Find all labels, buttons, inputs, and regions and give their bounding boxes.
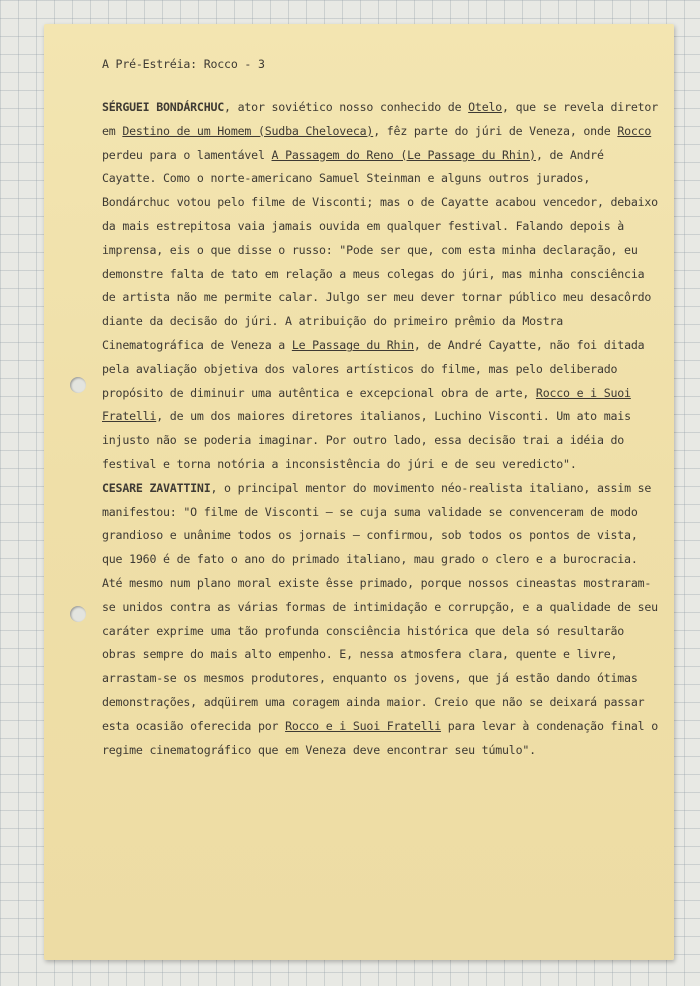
underlined-title: Rocco e i Suoi Fratelli bbox=[102, 385, 631, 424]
text-run: , que se revela diretor em bbox=[102, 100, 658, 138]
text-run: , de André Cayatte. Como o norte-americano Samuel Steinman e alguns outros jurados, Bondárchuc votou pelo filme de Visconti; mas o de Cayatte acabou vencedor, debaixo da mais estrepitosa vaia jamais ouvida em qualquer festival. Falando depois à imprensa, eis o que disse o russo: "Pode ser que, com esta minha declaração, eu demonstre falta de tato em relação a meus colegas do júri, mas minha consciência de artista não me permite calar. Julgo ser meu dever tornar público meu desacôrdo diante da decisão do júri. A atribuição do primeiro prêmio da Mostra Cinematográfica de Veneza a bbox=[102, 147, 658, 352]
page-text bbox=[102, 54, 662, 762]
typewritten-page bbox=[44, 24, 674, 960]
page-header: A Pré-Estréia: Rocco - 3 bbox=[102, 57, 265, 71]
underlined-title: Rocco bbox=[617, 123, 652, 138]
text-run: , o principal mentor do movimento néo-realista italiano, assim se manifestou: "O filme de Visconti — se cuja suma validade se convenceram de modo grandioso e unânime todos os jornais — confirmou, sob todos os pontos de vista, que 1960 é de fato o ano do primado italiano, mau grado o clero e a burocracia. Até mesmo num plano moral existe êsse primado, porque nossos cineastas mostraram-se unidos contra as várias formas de intimidação e corrupção, e a qualidade de seu caráter exprime uma tão profunda consciência histórica que dela só resultarão obras sempre do mais alto empenho. E, nessa atmosfera clara, quente e livre, arrastam-se os mesmos produtores, enquanto os jovens, que já estão dando ótimas demonstrações, adqüirem uma coragem ainda maior. Creio que não se deixará passar esta ocasião oferecida por bbox=[102, 480, 658, 733]
underlined-title: Rocco e i Suoi Fratelli bbox=[285, 718, 442, 733]
paragraph-zavattini bbox=[102, 477, 662, 763]
text-run: , fêz parte do júri de Veneza, onde bbox=[373, 123, 618, 138]
text-run: , de André Cayatte, não foi ditada pela avaliação objetiva dos valores artísticos do filme, mas pelo deliberado propósito de diminuir uma autêntica e excepcional obra de arte, bbox=[102, 337, 645, 400]
underlined-title: Destino de um Homem (Sudba Cheloveca) bbox=[122, 123, 374, 138]
underlined-title: Le Passage du Rhin bbox=[291, 337, 414, 352]
punch-hole bbox=[70, 377, 86, 393]
person-name: SÉRGUEI BONDÁRCHUC bbox=[102, 100, 225, 114]
underlined-title: Otelo bbox=[468, 100, 503, 114]
text-run: , ator soviético nosso conhecido de bbox=[224, 100, 469, 114]
underlined-title: A Passagem do Reno (Le Passage du Rhin) bbox=[271, 147, 536, 162]
text-run: , de um dos maiores diretores italianos, Luchino Visconti. Um ato mais injusto não se poderia imaginar. Por outro lado, essa decisão trai a idéia do festival e torna notória a inconsistência do júri e de seu veredicto". bbox=[102, 409, 631, 471]
text-run: para levar à condenação final o regime cinematográfico que em Veneza deve encontrar seu túmulo". bbox=[102, 718, 658, 757]
text-run: perdeu para o lamentável bbox=[102, 147, 272, 162]
punch-hole bbox=[70, 606, 86, 622]
paragraph-bondarchuc bbox=[102, 96, 662, 477]
person-name: CESARE ZAVATTINI bbox=[102, 480, 211, 495]
